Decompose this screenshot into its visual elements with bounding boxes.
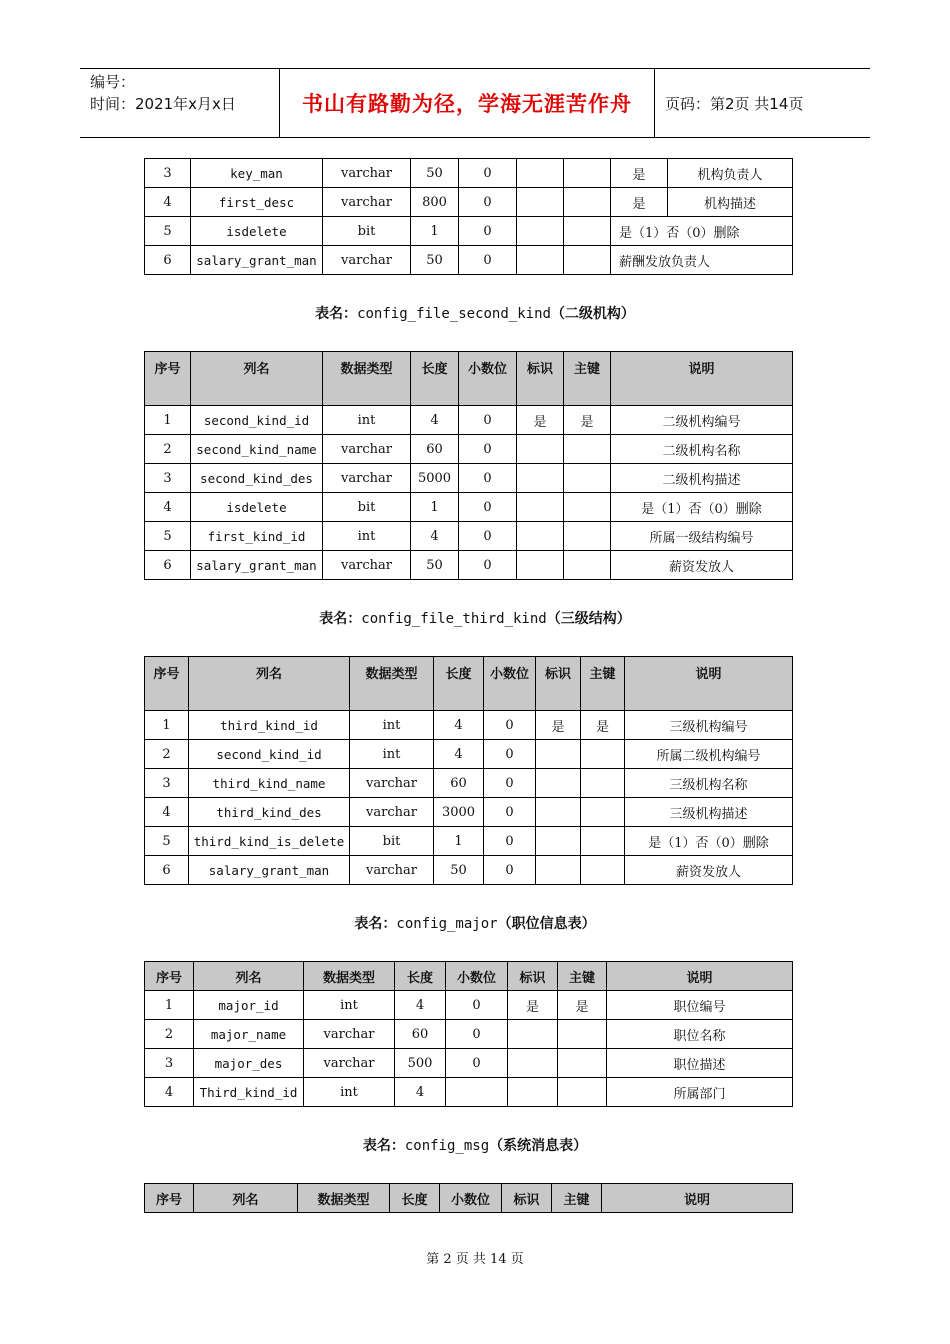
table-cell: salary_grant_man bbox=[189, 856, 350, 885]
table-cell: 1 bbox=[434, 827, 484, 856]
table-cell: 6 bbox=[145, 246, 191, 275]
column-header: 长度 bbox=[395, 962, 446, 991]
table-cell: int bbox=[304, 991, 395, 1020]
table-cell bbox=[508, 1049, 558, 1078]
table-cell bbox=[581, 769, 625, 798]
table-title-second-kind: 表名：config_file_second_kind（二级机构） bbox=[315, 306, 635, 322]
table-cell: 0 bbox=[484, 769, 536, 798]
table-cell: int bbox=[323, 406, 411, 435]
table-cell: 5 bbox=[145, 522, 191, 551]
header-row bbox=[145, 352, 793, 406]
table-cell: 6 bbox=[145, 856, 189, 885]
table-cell: 是（1）否（0）删除 bbox=[611, 217, 793, 246]
table-cell: 0 bbox=[484, 711, 536, 740]
table-cell: 是 bbox=[564, 406, 611, 435]
table-row bbox=[145, 827, 793, 856]
table-cell: 4 bbox=[411, 406, 459, 435]
table-cell: third_kind_id bbox=[189, 711, 350, 740]
header-meta bbox=[80, 69, 280, 137]
table-cell: salary_grant_man bbox=[191, 551, 323, 580]
table-cell: 50 bbox=[411, 246, 459, 275]
table-cell bbox=[508, 1078, 558, 1107]
table-row bbox=[145, 406, 793, 435]
table-cell: first_desc bbox=[191, 188, 323, 217]
table-cell bbox=[564, 246, 611, 275]
page-footer: 第 2 页 共 14 页 bbox=[426, 1252, 524, 1267]
table-cell: varchar bbox=[304, 1049, 395, 1078]
table-config-file-second-kind bbox=[144, 351, 793, 580]
table-cell: 0 bbox=[459, 246, 517, 275]
table-cell: second_kind_id bbox=[191, 406, 323, 435]
column-header: 小数位 bbox=[484, 657, 536, 711]
table-cell: 50 bbox=[411, 551, 459, 580]
table-cell: 1 bbox=[145, 406, 191, 435]
table-cell: 60 bbox=[395, 1020, 446, 1049]
table-cell: 50 bbox=[434, 856, 484, 885]
header-row bbox=[145, 1184, 793, 1213]
table-cell: 4 bbox=[434, 711, 484, 740]
table-cell: bit bbox=[350, 827, 434, 856]
table-cell: 1 bbox=[145, 711, 189, 740]
column-header: 数据类型 bbox=[350, 657, 434, 711]
column-header: 长度 bbox=[390, 1184, 440, 1213]
table-cell: 所属部门 bbox=[607, 1078, 793, 1107]
column-header: 标识 bbox=[508, 962, 558, 991]
column-header: 序号 bbox=[145, 657, 189, 711]
table-cell bbox=[558, 1020, 607, 1049]
table-cell: Third_kind_id bbox=[194, 1078, 304, 1107]
column-header: 主键 bbox=[552, 1184, 602, 1213]
table-cell: 4 bbox=[145, 493, 191, 522]
column-header: 数据类型 bbox=[304, 962, 395, 991]
table-row bbox=[145, 464, 793, 493]
table-cell: 是 bbox=[517, 406, 564, 435]
table-cell: 0 bbox=[446, 991, 508, 1020]
table-config-msg bbox=[144, 1183, 793, 1213]
table-cell: 2 bbox=[145, 1020, 194, 1049]
table-cell bbox=[536, 798, 581, 827]
table-row bbox=[145, 769, 793, 798]
table-cell bbox=[517, 522, 564, 551]
table-cell: 3 bbox=[145, 769, 189, 798]
column-header: 长度 bbox=[411, 352, 459, 406]
table-cell bbox=[564, 551, 611, 580]
table-cell: varchar bbox=[323, 188, 411, 217]
table-cell bbox=[517, 159, 564, 188]
table-cell: salary_grant_man bbox=[191, 246, 323, 275]
table-cell bbox=[517, 217, 564, 246]
table-cell: 4 bbox=[395, 991, 446, 1020]
table-cell: varchar bbox=[323, 246, 411, 275]
table-cell bbox=[517, 435, 564, 464]
table-cell: 是（1）否（0）删除 bbox=[611, 493, 793, 522]
column-header: 说明 bbox=[602, 1184, 793, 1213]
table-cell: 1 bbox=[411, 217, 459, 246]
table-cell: 三级机构名称 bbox=[625, 769, 793, 798]
table-cell bbox=[564, 493, 611, 522]
table-cell bbox=[558, 1049, 607, 1078]
table-cell: 机构描述 bbox=[668, 188, 793, 217]
table-config-file-third-kind bbox=[144, 656, 793, 885]
table-cell: 1 bbox=[411, 493, 459, 522]
table-cell: 是 bbox=[611, 159, 668, 188]
table-cell: third_kind_is_delete bbox=[189, 827, 350, 856]
table-cell: 4 bbox=[411, 522, 459, 551]
table-cell bbox=[536, 769, 581, 798]
table-cell: 是 bbox=[558, 991, 607, 1020]
table-cell: 4 bbox=[145, 798, 189, 827]
table-title-msg: 表名：config_msg（系统消息表） bbox=[362, 1138, 588, 1154]
table-cell: second_kind_id bbox=[189, 740, 350, 769]
table-cell: 三级机构编号 bbox=[625, 711, 793, 740]
table-cell: 所属二级机构编号 bbox=[625, 740, 793, 769]
header-motto: 书山有路勤为径，学海无涯苦作舟 bbox=[280, 69, 655, 137]
table-cell: 5000 bbox=[411, 464, 459, 493]
table-cell: third_kind_name bbox=[189, 769, 350, 798]
table-cell: varchar bbox=[350, 856, 434, 885]
table-cell: 3000 bbox=[434, 798, 484, 827]
table-cell bbox=[446, 1078, 508, 1107]
table-cell bbox=[517, 551, 564, 580]
column-header: 小数位 bbox=[440, 1184, 502, 1213]
table-cell bbox=[581, 798, 625, 827]
table-cell bbox=[564, 217, 611, 246]
table-row bbox=[145, 711, 793, 740]
table-cell: major_id bbox=[194, 991, 304, 1020]
table-cell: 0 bbox=[446, 1020, 508, 1049]
column-header: 标识 bbox=[517, 352, 564, 406]
table-cell bbox=[558, 1078, 607, 1107]
column-header: 列名 bbox=[194, 1184, 298, 1213]
table-cell: 0 bbox=[459, 493, 517, 522]
table-cell: 60 bbox=[411, 435, 459, 464]
table-title-third-kind: 表名：config_file_third_kind（三级结构） bbox=[319, 611, 631, 627]
table-row bbox=[145, 856, 793, 885]
column-header: 小数位 bbox=[459, 352, 517, 406]
table-cell: 机构负责人 bbox=[668, 159, 793, 188]
table-cell: 2 bbox=[145, 435, 191, 464]
table-cell: varchar bbox=[323, 435, 411, 464]
column-header: 序号 bbox=[145, 1184, 194, 1213]
table-row bbox=[145, 435, 793, 464]
table-cell: 是 bbox=[508, 991, 558, 1020]
column-header: 标识 bbox=[502, 1184, 552, 1213]
table-cell: key_man bbox=[191, 159, 323, 188]
table-cell: 职位描述 bbox=[607, 1049, 793, 1078]
table-cell: 3 bbox=[145, 464, 191, 493]
column-header: 序号 bbox=[145, 352, 191, 406]
table-cell: 所属一级结构编号 bbox=[611, 522, 793, 551]
column-header: 说明 bbox=[607, 962, 793, 991]
table-row bbox=[145, 1049, 793, 1078]
column-header: 长度 bbox=[434, 657, 484, 711]
table-cell: 0 bbox=[459, 435, 517, 464]
table-cell bbox=[564, 188, 611, 217]
table-cell: major_des bbox=[194, 1049, 304, 1078]
table-cell: 50 bbox=[411, 159, 459, 188]
column-header: 说明 bbox=[625, 657, 793, 711]
table-cell: 薪资发放人 bbox=[625, 856, 793, 885]
table-cell: 1 bbox=[145, 991, 194, 1020]
table-cell: 是 bbox=[581, 711, 625, 740]
header-row bbox=[145, 657, 793, 711]
table-cell: 0 bbox=[459, 464, 517, 493]
table-cell: second_kind_des bbox=[191, 464, 323, 493]
column-header: 主键 bbox=[581, 657, 625, 711]
table-cell bbox=[581, 827, 625, 856]
table-cell: int bbox=[304, 1078, 395, 1107]
table-cell: isdelete bbox=[191, 217, 323, 246]
table-cell: 0 bbox=[459, 522, 517, 551]
table-cell: 0 bbox=[459, 406, 517, 435]
table-cell bbox=[536, 827, 581, 856]
table-cell bbox=[536, 740, 581, 769]
table-cell: int bbox=[350, 711, 434, 740]
table-cell bbox=[564, 159, 611, 188]
column-header: 数据类型 bbox=[298, 1184, 390, 1213]
table-cell: int bbox=[350, 740, 434, 769]
table-cell: 0 bbox=[446, 1049, 508, 1078]
table-title-major: 表名：config_major（职位信息表） bbox=[354, 916, 596, 932]
table-cell bbox=[517, 188, 564, 217]
table-cell: 是（1）否（0）删除 bbox=[625, 827, 793, 856]
table-cell: varchar bbox=[323, 464, 411, 493]
column-header: 列名 bbox=[194, 962, 304, 991]
table-cell bbox=[517, 246, 564, 275]
table-cell: first_kind_id bbox=[191, 522, 323, 551]
header-number: 编号： bbox=[90, 73, 136, 91]
table-cell bbox=[581, 856, 625, 885]
table-cell bbox=[508, 1020, 558, 1049]
table-cell: 0 bbox=[459, 159, 517, 188]
table-cell: 3 bbox=[145, 159, 191, 188]
table-cell: varchar bbox=[323, 551, 411, 580]
table-cell: third_kind_des bbox=[189, 798, 350, 827]
table-cell: 薪酬发放负责人 bbox=[611, 246, 793, 275]
column-header: 主键 bbox=[564, 352, 611, 406]
table-cell: varchar bbox=[304, 1020, 395, 1049]
table-row bbox=[145, 551, 793, 580]
page-header bbox=[80, 68, 870, 138]
table-cell: 二级机构描述 bbox=[611, 464, 793, 493]
table-cell: 800 bbox=[411, 188, 459, 217]
table-cell: varchar bbox=[350, 798, 434, 827]
table-cell bbox=[581, 740, 625, 769]
header-row bbox=[145, 962, 793, 991]
table-cell: int bbox=[323, 522, 411, 551]
column-header: 说明 bbox=[611, 352, 793, 406]
table-cell: varchar bbox=[323, 159, 411, 188]
table-row bbox=[145, 246, 793, 275]
table-cell: 0 bbox=[484, 798, 536, 827]
table-cell: 职位编号 bbox=[607, 991, 793, 1020]
table-row bbox=[145, 159, 793, 188]
column-header: 数据类型 bbox=[323, 352, 411, 406]
table-row bbox=[145, 1078, 793, 1107]
table-cell bbox=[517, 464, 564, 493]
table-row bbox=[145, 217, 793, 246]
column-header: 小数位 bbox=[446, 962, 508, 991]
table-cell: 4 bbox=[395, 1078, 446, 1107]
table-cell: 是 bbox=[536, 711, 581, 740]
table-cell: 0 bbox=[484, 740, 536, 769]
table-cell: varchar bbox=[350, 769, 434, 798]
table-cell: 是 bbox=[611, 188, 668, 217]
table-cell: 职位名称 bbox=[607, 1020, 793, 1049]
table-cell: 0 bbox=[484, 856, 536, 885]
column-header: 序号 bbox=[145, 962, 194, 991]
column-header: 标识 bbox=[536, 657, 581, 711]
table-cell: 3 bbox=[145, 1049, 194, 1078]
table-row bbox=[145, 740, 793, 769]
table-cell: 6 bbox=[145, 551, 191, 580]
table-cell: 0 bbox=[459, 551, 517, 580]
table-cell: bit bbox=[323, 217, 411, 246]
table-row bbox=[145, 991, 793, 1020]
column-header: 主键 bbox=[558, 962, 607, 991]
table-cell bbox=[564, 522, 611, 551]
table-continued bbox=[144, 158, 793, 275]
table-cell: 60 bbox=[434, 769, 484, 798]
table-row bbox=[145, 1020, 793, 1049]
table-cell: 5 bbox=[145, 827, 189, 856]
table-cell: 5 bbox=[145, 217, 191, 246]
table-cell: 0 bbox=[459, 188, 517, 217]
table-cell: 4 bbox=[434, 740, 484, 769]
table-cell: 薪资发放人 bbox=[611, 551, 793, 580]
column-header: 列名 bbox=[191, 352, 323, 406]
table-cell: 0 bbox=[459, 217, 517, 246]
table-cell: 二级机构编号 bbox=[611, 406, 793, 435]
table-cell: 2 bbox=[145, 740, 189, 769]
table-row bbox=[145, 188, 793, 217]
table-row bbox=[145, 493, 793, 522]
table-row bbox=[145, 522, 793, 551]
table-cell bbox=[564, 464, 611, 493]
header-page: 页码：第2页 共14页 bbox=[665, 94, 804, 113]
table-cell: 0 bbox=[484, 827, 536, 856]
table-cell: 二级机构名称 bbox=[611, 435, 793, 464]
table-cell bbox=[517, 493, 564, 522]
column-header: 列名 bbox=[189, 657, 350, 711]
table-cell: bit bbox=[323, 493, 411, 522]
table-cell: 4 bbox=[145, 1078, 194, 1107]
table-row bbox=[145, 798, 793, 827]
header-date: 时间：2021年x月x日 bbox=[90, 95, 236, 113]
table-cell: 500 bbox=[395, 1049, 446, 1078]
table-cell: isdelete bbox=[191, 493, 323, 522]
table-cell bbox=[536, 856, 581, 885]
table-cell: 三级机构描述 bbox=[625, 798, 793, 827]
table-config-major bbox=[144, 961, 793, 1107]
table-cell bbox=[564, 435, 611, 464]
table-cell: 4 bbox=[145, 188, 191, 217]
table-cell: second_kind_name bbox=[191, 435, 323, 464]
table-cell: major_name bbox=[194, 1020, 304, 1049]
